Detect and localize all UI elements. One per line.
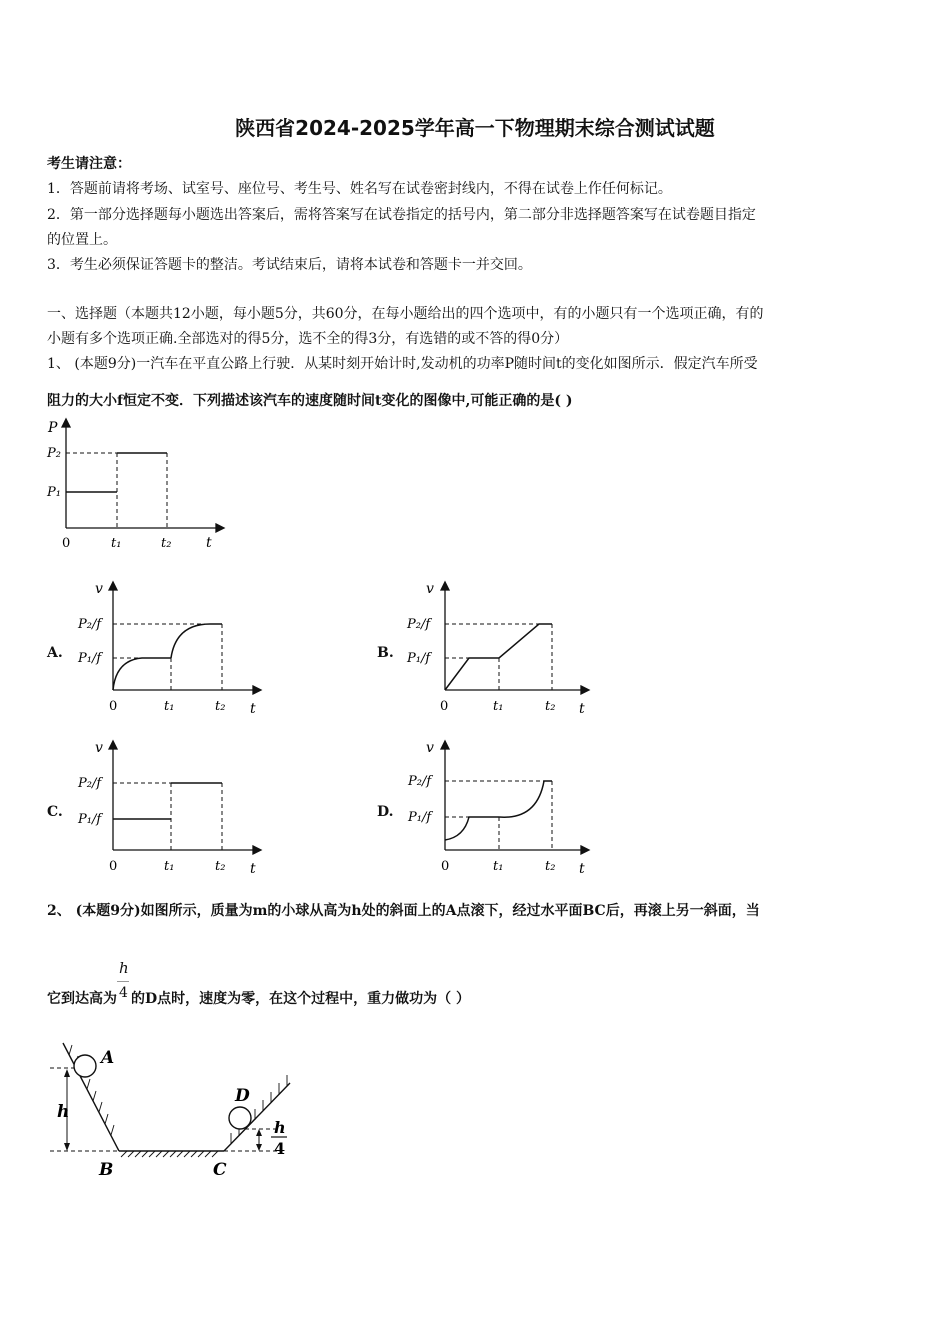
level-label: P₁/f bbox=[407, 651, 431, 666]
tick-label: t₁ bbox=[164, 699, 175, 714]
option-c-label: C. bbox=[47, 804, 63, 820]
option-a-graph bbox=[72, 578, 272, 720]
question-2-text: 2、 (本题9分)如图所示，质量为m的小球从高为h处的斜面上的A点滚下，经过水平面BC后，再滚上另一斜面，当 bbox=[47, 903, 760, 919]
level-label: P₁/f bbox=[408, 810, 432, 825]
origin-label: 0 bbox=[109, 699, 118, 714]
tick-label: t₂ bbox=[161, 536, 172, 551]
origin-label: 0 bbox=[62, 536, 71, 551]
question-2-text: 的D点时，速度为零，在这个过程中，重力做功为（ ） bbox=[131, 991, 471, 1007]
option-a-label: A. bbox=[47, 645, 63, 661]
y-axis-label: v bbox=[426, 740, 434, 756]
notice-item: 3．考生必须保证答题卡的整洁。考试结束后，请将本试卷和答题卡一并交回。 bbox=[47, 257, 532, 273]
y-axis-label: v bbox=[95, 740, 103, 756]
notice-item: 的位置上。 bbox=[47, 232, 117, 248]
option-b-label: B. bbox=[377, 645, 394, 661]
fraction-denominator: 4 bbox=[119, 985, 128, 1001]
x-axis-label: t bbox=[579, 701, 585, 717]
y-axis-label: v bbox=[95, 581, 103, 597]
point-d-label: D bbox=[235, 1086, 250, 1106]
y-axis-label: v bbox=[426, 581, 434, 597]
tick-label: t₁ bbox=[493, 859, 504, 874]
quarter-h-numerator: h bbox=[274, 1118, 286, 1137]
x-axis-label: t bbox=[579, 861, 585, 877]
incline-diagram bbox=[45, 1035, 305, 1180]
fraction-h-over-4 bbox=[117, 959, 131, 1003]
question-1-text: 阻力的大小f恒定不变．下列描述该汽车的速度随时间t变化的图像中,可能正确的是( ) bbox=[47, 393, 573, 409]
level-label: P₂/f bbox=[407, 617, 431, 632]
power-time-graph bbox=[40, 415, 230, 555]
fraction-bar bbox=[117, 981, 129, 982]
tick-label: t₂ bbox=[545, 859, 556, 874]
level-label: P₂ bbox=[47, 446, 61, 461]
x-axis-label: t bbox=[206, 535, 212, 551]
question-2-text: 它到达高为 bbox=[47, 991, 117, 1007]
level-label: P₁/f bbox=[78, 651, 102, 666]
page-title: 陕西省2024-2025学年高一下物理期末综合测试试题 bbox=[235, 116, 715, 140]
level-label: P₁ bbox=[47, 485, 61, 500]
option-c-graph bbox=[72, 737, 272, 879]
point-c-label: C bbox=[213, 1160, 227, 1180]
section-instructions: 一、选择题（本题共12小题，每小题5分，共60分，在每小题给出的四个选项中，有的小题只有一个选项正确，有的 bbox=[47, 306, 764, 322]
question-2-text-line2 bbox=[47, 959, 471, 1008]
tick-label: t₁ bbox=[164, 859, 175, 874]
notice-heading: 考生请注意： bbox=[47, 156, 131, 172]
y-axis-label: P bbox=[48, 420, 58, 436]
x-axis-label: t bbox=[250, 701, 256, 717]
option-d-label: D. bbox=[377, 804, 394, 820]
tick-label: t₂ bbox=[215, 699, 226, 714]
origin-label: 0 bbox=[441, 859, 450, 874]
level-label: P₂/f bbox=[78, 617, 102, 632]
option-d-graph bbox=[402, 737, 602, 879]
quarter-h-denominator: 4 bbox=[274, 1139, 286, 1158]
fraction-numerator: h bbox=[119, 959, 129, 977]
notice-item: 1．答题前请将考场、试室号、座位号、考生号、姓名写在试卷密封线内，不得在试卷上作任何标记。 bbox=[47, 181, 672, 197]
tick-label: t₁ bbox=[111, 536, 122, 551]
tick-label: t₁ bbox=[493, 699, 504, 714]
tick-label: t₂ bbox=[545, 699, 556, 714]
option-b-graph bbox=[402, 578, 602, 720]
point-a-label: A bbox=[101, 1048, 115, 1068]
notice-item: 2．第一部分选择题每小题选出答案后，需将答案写在试卷指定的括号内，第二部分非选择题答案写在试卷题目指定 bbox=[47, 207, 756, 223]
level-label: P₂/f bbox=[408, 774, 432, 789]
origin-label: 0 bbox=[440, 699, 449, 714]
tick-label: t₂ bbox=[215, 859, 226, 874]
height-h-label: h bbox=[57, 1102, 70, 1122]
point-b-label: B bbox=[99, 1160, 114, 1180]
level-label: P₁/f bbox=[78, 812, 102, 827]
section-instructions: 小题有多个选项正确.全部选对的得5分，选不全的得3分，有选错的或不答的得0分） bbox=[47, 331, 569, 347]
level-label: P₂/f bbox=[78, 776, 102, 791]
question-1-text: 1、 (本题9分)一汽车在平直公路上行驶．从某时刻开始计时,发动机的功率P随时间t的变化如图所示．假定汽车所受 bbox=[47, 356, 758, 372]
x-axis-label: t bbox=[250, 861, 256, 877]
origin-label: 0 bbox=[109, 859, 118, 874]
